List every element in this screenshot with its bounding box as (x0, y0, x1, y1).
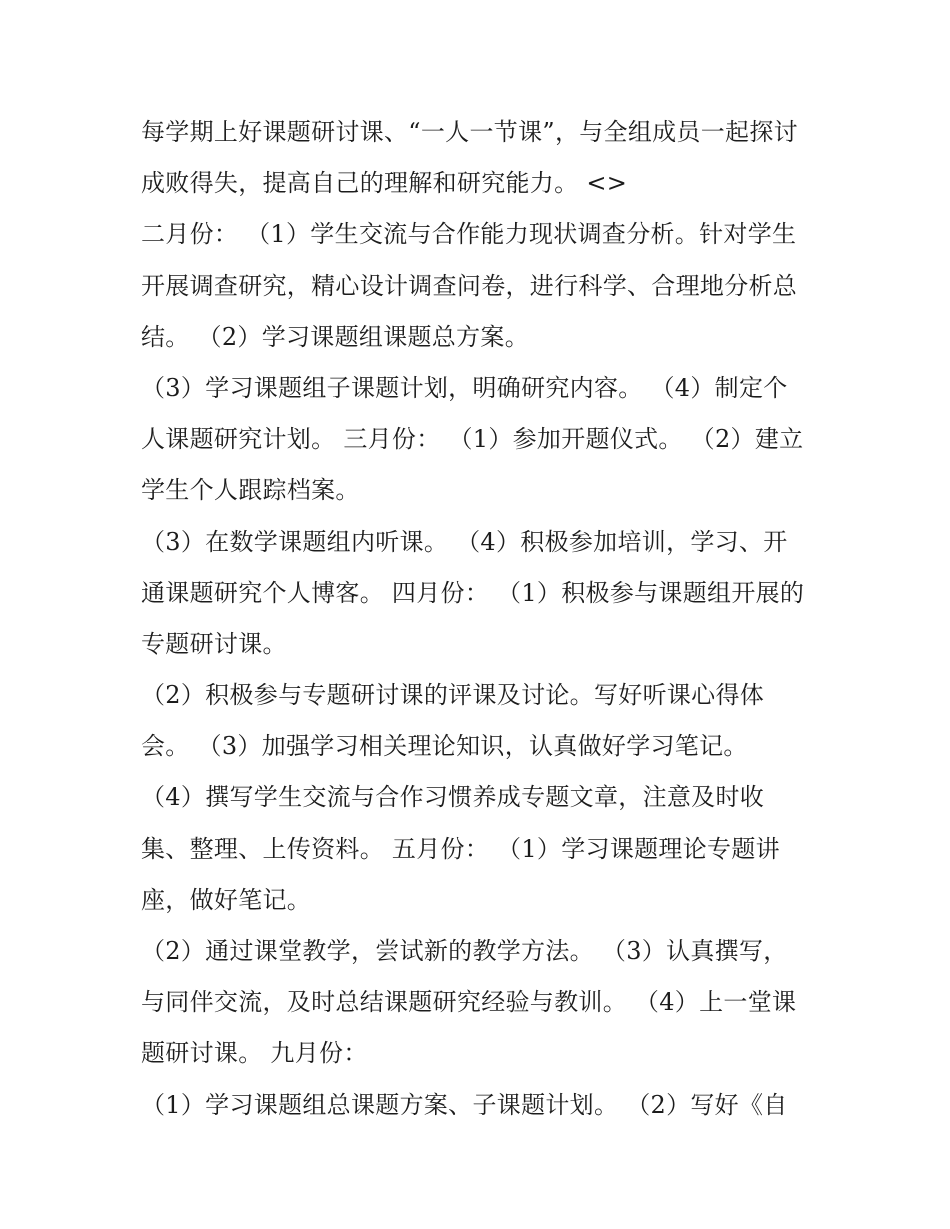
text-line: 结。 （2）学习课题组课题总方案。 (141, 322, 529, 351)
text-line: （3）在数学课题组内听课。 （4）积极参加培训，学习、开 (141, 527, 788, 556)
text-line: 通课题研究个人博客。 四月份： （1）积极参与课题组开展的 (141, 578, 805, 607)
text-line: （3）学习课题组子课题计划，明确研究内容。 （4）制定个 (141, 373, 788, 402)
text-line: 二月份： （1）学生交流与合作能力现状调查分析。针对学生 (141, 220, 797, 249)
text-line: 成败得失，提高自己的理解和研究能力。 <> (141, 169, 628, 198)
text-line: （2）积极参与专题研讨课的评课及讨论。写好听课心得体 (141, 681, 765, 710)
text-line: （1）学习课题组总课题方案、子课题计划。 （2）写好《自 (141, 1090, 788, 1119)
document-body (141, 107, 821, 1131)
text-line: 学生个人跟踪档案。 (141, 476, 360, 505)
text-line: 会。 （3）加强学习相关理论知识，认真做好学习笔记。 (141, 732, 748, 761)
text-line: 集、整理、上传资料。 五月份： （1）学习课题理论专题讲 (141, 834, 780, 863)
text-line: （4）撰写学生交流与合作习惯养成专题文章，注意及时收 (141, 783, 765, 812)
text-line: 开展调查研究，精心设计调查问卷，进行科学、合理地分析总 (141, 271, 798, 300)
text-line: 专题研讨课。 (141, 629, 287, 658)
text-line: 人课题研究计划。 三月份： （1）参加开题仪式。 （2）建立 (141, 425, 804, 454)
text-line: 座，做好笔记。 (141, 885, 312, 914)
text-line: （2）通过课堂教学，尝试新的教学方法。 （3）认真撰写， (141, 937, 788, 965)
text-line: 与同伴交流，及时总结课题研究经验与教训。 （4）上一堂课 (141, 988, 797, 1017)
text-line: 每学期上好课题研讨课、“一人一节课”，与全组成员一起探讨 (141, 118, 798, 146)
text-line: 题研讨课。 九月份： (141, 1039, 368, 1068)
